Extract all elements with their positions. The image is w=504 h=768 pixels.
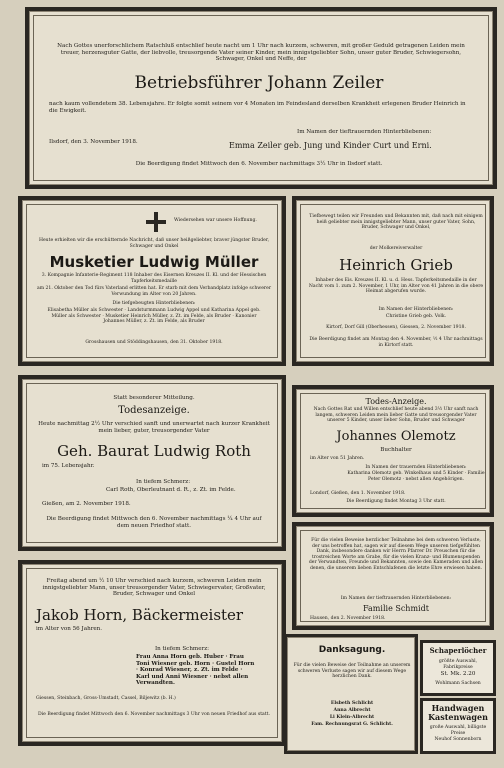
zeiler-mourners: Emma Zeiler geb. Jung und Kinder Curt und Erni. <box>229 141 432 150</box>
roth-name: Geh. Baurat Ludwig Roth <box>57 442 251 460</box>
iron-cross-icon <box>146 212 166 232</box>
zeiler-name: Betriebsführer Johann Zeiler <box>134 73 384 93</box>
horn-place-date: Giessen, Steinbach, Gross-Umstadt, Cassel, Biljewitz (b. H.) <box>36 696 176 701</box>
ad1-text: größte Auswahl, Fabrikpreise <box>438 659 478 670</box>
olemotz-age: im Alter von 51 Jahren. <box>310 456 365 461</box>
dank-name-1: Elsbeth Schlicht <box>330 701 374 706</box>
grieb-mourners: Christine Grieb geb. Volk. <box>385 314 447 319</box>
schmidt-mourners-label: Im Namen der tieftrauernden Hinterbliebenen: <box>340 596 452 601</box>
olemotz-intro: Nach Gottes Rat und Willen entschlief heute abend 3½ Uhr sanft nach langem, schweren Leiden mein lieber Gatte und treusorgender Vater unserer 5 Kinder, unser lieber Sohn, Bruder und Schwager <box>313 407 479 424</box>
olemotz-name: Johannes Olemotz <box>336 429 456 444</box>
horn-burial: Die Beerdigung findet Mittwoch den 6. November nachmittags 3 Uhr von neuen Friedhof aus statt. <box>38 712 270 717</box>
notice-mueller <box>18 196 286 366</box>
roth-pre: Statt besonderer Mitteilung. <box>113 395 195 401</box>
olemotz-mourners: Katharina Olemotz geb. Winkelhaus und 5 Kinder · Familie Peter Olemotz · nebst allen Angehörigen. <box>347 471 485 482</box>
roth-mourners: Carl Roth, Oberleutnant d. R., z. Zt. im Felde. <box>106 487 236 493</box>
roth-intro: Heute nachmittag 2½ Uhr verschied sanft und unerwartet nach kurzer Krankheit mein lieber, guter, treusorgender Vater <box>38 421 270 434</box>
notice-olemotz <box>292 385 494 517</box>
olemotz-burial: Die Beerdigung findet Montag 3 Uhr statt. <box>346 499 446 504</box>
dank-name-2: Anna Albrecht <box>333 708 371 713</box>
mueller-text: am 21. Oktober den Tod fürs Vaterland erlitten hat. Er starb mit dem Verbandplatz infolge schwerer Verwundung im Alter von 20 Jahren. <box>36 286 272 297</box>
notice-grieb <box>292 196 494 366</box>
horn-age: im Alter von 56 Jahren. <box>36 626 103 632</box>
grieb-intro: Tiefbewegt teilen wir Freunden und Bekannten mit, daß nach mit einigem heiß geliebter mein innigstgeliebter Mann, unser guter Vater, Sohn, Bruder, Schwager und Onkel, <box>309 214 483 231</box>
grieb-text: Inhaber des Eis. Kreuzes II. Kl. u. d. Hess. Tapferkeitsmedaille in der Nacht vom 1. zum 2. November, 1 Uhr, im Alter von 41 Jahren in die obere Heimat abgerufen wurde. <box>308 278 484 295</box>
ad2-shop: Neuhof Sonnenborn <box>434 737 482 742</box>
olemotz-title: Buchhalter <box>380 447 412 453</box>
mueller-mourners: Elisabetha Müller als Schwester · Landsturmmann Ludwig Appel und Katharina Appel geb. Müller als Schwester · Musketier Heinrich Müller, z. Zt. im Felde, als Bruder · Kanonier Johannes Müller, z. Zt. im Felde, als Bruder <box>47 308 261 325</box>
ad-handwagen <box>420 698 496 754</box>
ad1-title: Schaperlöcher <box>429 646 487 655</box>
mueller-motto: Wiedersehen war unsere Hoffnung. <box>174 218 257 223</box>
grieb-mourners-label: Im Namen der Hinterbliebenen: <box>378 307 454 312</box>
olemotz-heading: Todes-Anzeige. <box>365 397 427 406</box>
olemotz-place-date: Londorf, Gießen, den 1. November 1918. <box>310 491 406 496</box>
dank-text: Für die vielen Beweise der Teilnahme an unserem schweren Verluste sagen wir auf diesem Wege herzlichen Dank. <box>293 663 411 680</box>
schmidt-place-date: Hausen, den 2. November 1918. <box>310 616 386 621</box>
ad2-title: Handwagen Kastenwagen <box>428 703 488 722</box>
notice-horn <box>18 560 286 746</box>
roth-age: im 75. Lebensjahr. <box>42 463 95 469</box>
zeiler-mourners-label: Im Namen der tieftrauernden Hinterbliebenen: <box>297 129 432 135</box>
roth-mourners-label: In tiefem Schmerz: <box>136 479 191 485</box>
mueller-place-date: Grosshausen und Stöddingshausen, den 31. Oktober 1918. <box>85 340 223 345</box>
grieb-place-date: Kirtorf, Dorf Gill (Oberhessen), Giessen, 2. November 1918. <box>326 325 466 330</box>
roth-place-date: Gießen, am 2. November 1918. <box>42 501 131 507</box>
ad1-shop: Wohlmann Sachsen <box>435 681 481 686</box>
ad1-price: St. Mk. 2.20 <box>440 671 476 677</box>
notice-zeiler <box>25 7 497 189</box>
zeiler-intro: Nach Gottes unerforschlichem Ratschluß entschlief heute nacht um 1 Uhr nach kurzem, schweren, mit großer Geduld getragenen Leiden mein treuer, herzensguter Gatte, der liebvolle, treusorgende Vater seiner Kinder, mein innigstgeliebter Sohn, unser guter Bruder, Schwiegersohn, Schwager, Onkel und Neffe, der <box>57 43 465 63</box>
grieb-title: der Molkereiverwalter <box>369 246 423 251</box>
schmidt-mourners: Familie Schmidt <box>363 604 429 613</box>
mueller-unit: 3. Kompagnie Infanterie-Regiment 118 Inhaber des Eisernen Kreuzes II. Kl. und der Hessischen Tapferkeitsmedaille <box>41 273 267 284</box>
zeiler-after: nach kaum vollendetem 38. Lebensjahre. Er folgte somit seinem vor 4 Monaten im Feindesland derselben Krankheit erlegenen Bruder Heinrich in die Ewigkeit. <box>49 101 466 114</box>
notice-roth <box>18 375 286 551</box>
dank-name-4: Fam. Rechnungsrat G. Schlicht. <box>311 722 393 727</box>
horn-mourners: Frau Anna Horn geb. Huber · Frau Toni Wiesner geb. Horn · Gustel Horn · Konrad Wiesner, z. Zt. im Felde · Karl und Anni Wiesner · nebst allen Verwandten. <box>136 654 255 687</box>
zeiler-burial: Die Beerdigung findet Mittwoch den 6. November nachmittags 3½ Uhr in Ilsdorf statt. <box>135 161 383 167</box>
zeiler-place-date: Ilsdorf, den 3. November 1918. <box>49 139 138 145</box>
ad-schaperloecher <box>420 640 496 696</box>
roth-burial: Die Beerdigung findet Mittwoch den 6. November nachmittags ¼ 4 Uhr auf dem neuen Friedhof statt. <box>46 516 262 529</box>
horn-intro: Freitag abend um ½ 10 Uhr verschied nach kurzem, schweren Leiden mein innigstgeliebter Mann, unser treusorgender Vater, Schwiegervater, Großvater, Bruder, Schwager und Onkel <box>42 578 266 598</box>
ad2-text: große Auswahl, billigste Preise <box>429 725 487 736</box>
roth-heading: Todesanzeige. <box>118 405 190 416</box>
grieb-burial: Die Beerdigung findet am Montag den 4. November, ½ 4 Uhr nachmittags in Kirtorf statt. <box>309 337 483 348</box>
grieb-name: Heinrich Grieb <box>339 256 453 274</box>
mueller-name: Musketier Ludwig Müller <box>49 253 259 271</box>
olemotz-mourners-label: In Namen der trauernden Hinterbliebenen: <box>365 465 467 470</box>
dank-heading: Danksagung. <box>318 645 386 655</box>
notice-schmidt <box>292 522 494 630</box>
mueller-mourners-label: Die tiefgebeugten Hinterbliebenen: <box>112 301 196 306</box>
schmidt-intro: Für die vielen Beweise herzlicher Teilnahme bei dem schweren Verluste, der uns betroffen hat, sagen wir auf diesem Wege unseren tiefgefühlten Dank, insbesondere danken wir Herrn Pfarrer Dr. Preuschen für die trostreichen Worte am Grabe, für die vielen Kranz- und Blumenspenden der Verwandten, Freunde und Bekannten, sowie den Kameraden und allen denen, die unserem lieben Entschlafenen die letzte Ehre erwiesen haben. <box>308 538 484 571</box>
dank-name-3: Li Klein-Albrecht <box>329 715 375 720</box>
horn-mourners-label: In tiefem Schmerz: <box>154 646 210 652</box>
notice-danksagung <box>284 634 418 754</box>
mueller-intro: Heute erhielten wir die erschütternde Nachricht, daß unser heißgeliebter, braver jüngster Bruder, Schwager und Onkel <box>38 238 270 249</box>
horn-name: Jakob Horn, Bäckermeister <box>36 606 244 624</box>
